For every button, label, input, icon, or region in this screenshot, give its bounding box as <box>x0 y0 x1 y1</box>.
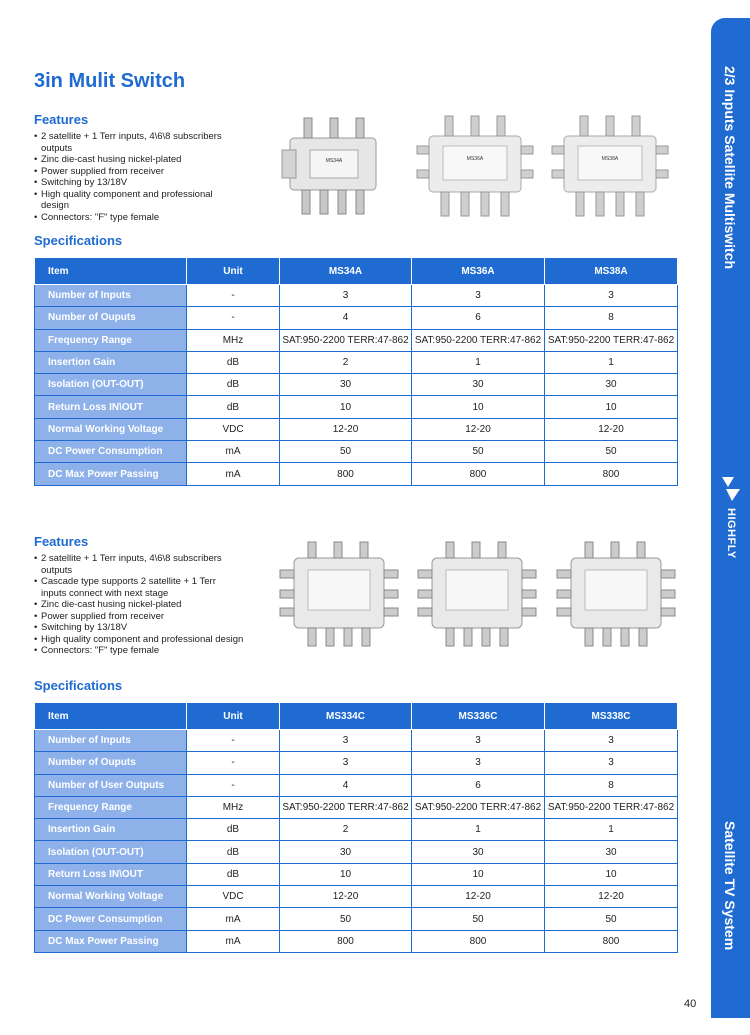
table-row <box>35 752 678 774</box>
product-image-ms334c <box>278 540 400 648</box>
value-cell: 4 <box>280 307 412 329</box>
table-row <box>35 329 678 351</box>
features-heading-2: Features <box>34 534 89 549</box>
column-header: Unit <box>187 258 280 285</box>
value-cell: 50 <box>412 908 545 930</box>
value-cell: SAT:950-2200 TERR:47-862 <box>280 329 412 351</box>
unit-cell: - <box>187 752 280 774</box>
value-cell: 8 <box>545 307 678 329</box>
row-label: DC Power Consumption <box>35 908 187 930</box>
feature-item: • High quality component and professional design <box>34 634 243 646</box>
row-label: Insertion Gain <box>35 351 187 373</box>
column-header: Item <box>35 703 187 730</box>
product-image-ms336c <box>416 540 538 648</box>
row-label: Return Loss IN\OUT <box>35 863 187 885</box>
value-cell: 6 <box>412 774 545 796</box>
value-cell: 3 <box>280 752 412 774</box>
table-row <box>35 374 678 396</box>
table-row <box>35 886 678 908</box>
row-label: Normal Working Voltage <box>35 886 187 908</box>
feature-item: • Connectors: "F" type female <box>34 645 243 657</box>
value-cell: 3 <box>412 730 545 752</box>
unit-cell: dB <box>187 863 280 885</box>
product-label-ms38a: MS38A <box>601 156 619 162</box>
spec-table-2 <box>34 702 678 953</box>
product-image-ms338c <box>555 540 677 648</box>
column-header: MS34A <box>280 258 412 285</box>
unit-cell: dB <box>187 396 280 418</box>
feature-item: • High quality component and professional <box>34 189 222 201</box>
column-header: Item <box>35 258 187 285</box>
value-cell: 10 <box>280 396 412 418</box>
value-cell: 3 <box>545 752 678 774</box>
column-header: Unit <box>187 703 280 730</box>
value-cell: 3 <box>412 752 545 774</box>
column-header: MS336C <box>412 703 545 730</box>
page-number: 40 <box>684 998 697 1010</box>
features-heading-1: Features <box>34 112 89 127</box>
sidebar-band <box>711 18 750 1018</box>
value-cell: 12-20 <box>412 418 545 440</box>
value-cell: 3 <box>545 730 678 752</box>
row-label: Normal Working Voltage <box>35 418 187 440</box>
value-cell: 800 <box>545 463 678 485</box>
value-cell: 800 <box>280 930 412 952</box>
spec-table-header <box>35 258 678 285</box>
unit-cell: mA <box>187 463 280 485</box>
feature-item: outputs <box>41 564 73 576</box>
value-cell: 12-20 <box>412 886 545 908</box>
feature-item: • Power supplied from receiver <box>34 166 222 178</box>
feature-item: • Zinc die-cast husing nickel-plated <box>34 154 222 166</box>
value-cell: SAT:950-2200 TERR:47-862 <box>545 329 678 351</box>
row-label: DC Power Consumption <box>35 441 187 463</box>
sidebar-category-title: 2/3 Inputs Satellite Multiswitch <box>722 66 738 270</box>
row-label: Isolation (OUT-OUT) <box>35 374 187 396</box>
row-label: Number of Ouputs <box>35 752 187 774</box>
value-cell: 50 <box>280 441 412 463</box>
specs-heading-2: Specifications <box>34 678 123 693</box>
row-label: Number of Inputs <box>35 730 187 752</box>
sidebar-system-title: Satellite TV System <box>722 821 738 951</box>
unit-cell: - <box>187 730 280 752</box>
unit-cell: dB <box>187 819 280 841</box>
page-title: 3in Mulit Switch <box>34 70 186 92</box>
unit-cell: VDC <box>187 886 280 908</box>
feature-item: • Switching by 13/18V <box>34 177 222 189</box>
table-row <box>35 730 678 752</box>
product-image-ms36a <box>415 110 535 220</box>
value-cell: 10 <box>412 863 545 885</box>
row-label: DC Max Power Passing <box>35 930 187 952</box>
unit-cell: MHz <box>187 796 280 818</box>
value-cell: 800 <box>545 930 678 952</box>
feature-item: • 2 satellite + 1 Terr inputs, 4\6\8 subscribers <box>34 553 243 565</box>
value-cell: 8 <box>545 774 678 796</box>
value-cell: 3 <box>280 730 412 752</box>
value-cell: 2 <box>280 351 412 373</box>
row-label: Isolation (OUT-OUT) <box>35 841 187 863</box>
value-cell: 1 <box>545 819 678 841</box>
table-row <box>35 463 678 485</box>
unit-cell: mA <box>187 930 280 952</box>
features-list-2 <box>34 553 243 657</box>
feature-item: • Power supplied from receiver <box>34 611 243 623</box>
value-cell: 12-20 <box>545 418 678 440</box>
table-row <box>35 396 678 418</box>
features-list-1 <box>34 131 222 223</box>
row-label: Insertion Gain <box>35 819 187 841</box>
unit-cell: dB <box>187 351 280 373</box>
column-header: MS36A <box>412 258 545 285</box>
product-label-ms34a: MS34A <box>325 158 343 164</box>
unit-cell: - <box>187 285 280 307</box>
row-label: Number of User Outputs <box>35 774 187 796</box>
value-cell: 50 <box>412 441 545 463</box>
value-cell: 1 <box>545 351 678 373</box>
table-row <box>35 930 678 952</box>
value-cell: 50 <box>545 441 678 463</box>
value-cell: 1 <box>412 819 545 841</box>
value-cell: 10 <box>545 863 678 885</box>
value-cell: 10 <box>545 396 678 418</box>
feature-item: • Connectors: "F" type female <box>34 212 222 224</box>
row-label: Return Loss IN\OUT <box>35 396 187 418</box>
value-cell: 30 <box>545 841 678 863</box>
column-header: MS338C <box>545 703 678 730</box>
table-row <box>35 307 678 329</box>
value-cell: 30 <box>280 841 412 863</box>
unit-cell: - <box>187 307 280 329</box>
feature-item: • 2 satellite + 1 Terr inputs, 4\6\8 subscribers <box>34 131 222 143</box>
value-cell: 3 <box>280 285 412 307</box>
table-row <box>35 418 678 440</box>
table-row <box>35 841 678 863</box>
table-row <box>35 285 678 307</box>
value-cell: 10 <box>280 863 412 885</box>
sidebar-logo-text: HIGHFLY <box>725 508 737 559</box>
value-cell: 800 <box>412 463 545 485</box>
feature-item: • Cascade type supports 2 satellite + 1 Terr <box>34 576 243 588</box>
value-cell: 3 <box>545 285 678 307</box>
product-label-ms36a: MS36A <box>466 156 484 162</box>
row-label: Frequency Range <box>35 796 187 818</box>
value-cell: 10 <box>412 396 545 418</box>
value-cell: SAT:950-2200 TERR:47-862 <box>545 796 678 818</box>
value-cell: 50 <box>280 908 412 930</box>
table-row <box>35 908 678 930</box>
table-row <box>35 441 678 463</box>
value-cell: 12-20 <box>280 418 412 440</box>
value-cell: 4 <box>280 774 412 796</box>
specs-heading-1: Specifications <box>34 233 123 248</box>
unit-cell: dB <box>187 374 280 396</box>
unit-cell: mA <box>187 908 280 930</box>
value-cell: 800 <box>412 930 545 952</box>
unit-cell: - <box>187 774 280 796</box>
unit-cell: VDC <box>187 418 280 440</box>
column-header: MS334C <box>280 703 412 730</box>
value-cell: 2 <box>280 819 412 841</box>
value-cell: 800 <box>280 463 412 485</box>
value-cell: 30 <box>545 374 678 396</box>
feature-item: • Zinc die-cast husing nickel-plated <box>34 599 243 611</box>
unit-cell: dB <box>187 841 280 863</box>
table-row <box>35 351 678 373</box>
feature-item: design <box>41 200 69 211</box>
value-cell: 1 <box>412 351 545 373</box>
feature-item: • Switching by 13/18V <box>34 622 243 634</box>
value-cell: 30 <box>412 841 545 863</box>
spec-table-header <box>35 703 678 730</box>
spec-table-1 <box>34 257 678 486</box>
value-cell: 12-20 <box>280 886 412 908</box>
value-cell: 30 <box>280 374 412 396</box>
table-row <box>35 863 678 885</box>
unit-cell: MHz <box>187 329 280 351</box>
row-label: DC Max Power Passing <box>35 463 187 485</box>
value-cell: 6 <box>412 307 545 329</box>
row-label: Frequency Range <box>35 329 187 351</box>
unit-cell: mA <box>187 441 280 463</box>
table-row <box>35 796 678 818</box>
value-cell: 3 <box>412 285 545 307</box>
highfly-logo-icon <box>718 473 744 503</box>
row-label: Number of Inputs <box>35 285 187 307</box>
value-cell: SAT:950-2200 TERR:47-862 <box>280 796 412 818</box>
value-cell: 30 <box>412 374 545 396</box>
table-row <box>35 819 678 841</box>
feature-item: inputs connect with next stage <box>41 587 169 599</box>
value-cell: SAT:950-2200 TERR:47-862 <box>412 329 545 351</box>
value-cell: 12-20 <box>545 886 678 908</box>
product-image-ms38a <box>550 110 670 220</box>
feature-item: outputs <box>41 142 73 154</box>
row-label: Number of Ouputs <box>35 307 187 329</box>
value-cell: SAT:950-2200 TERR:47-862 <box>412 796 545 818</box>
table-row <box>35 774 678 796</box>
column-header: MS38A <box>545 258 678 285</box>
product-image-ms34a <box>280 110 390 220</box>
value-cell: 50 <box>545 908 678 930</box>
